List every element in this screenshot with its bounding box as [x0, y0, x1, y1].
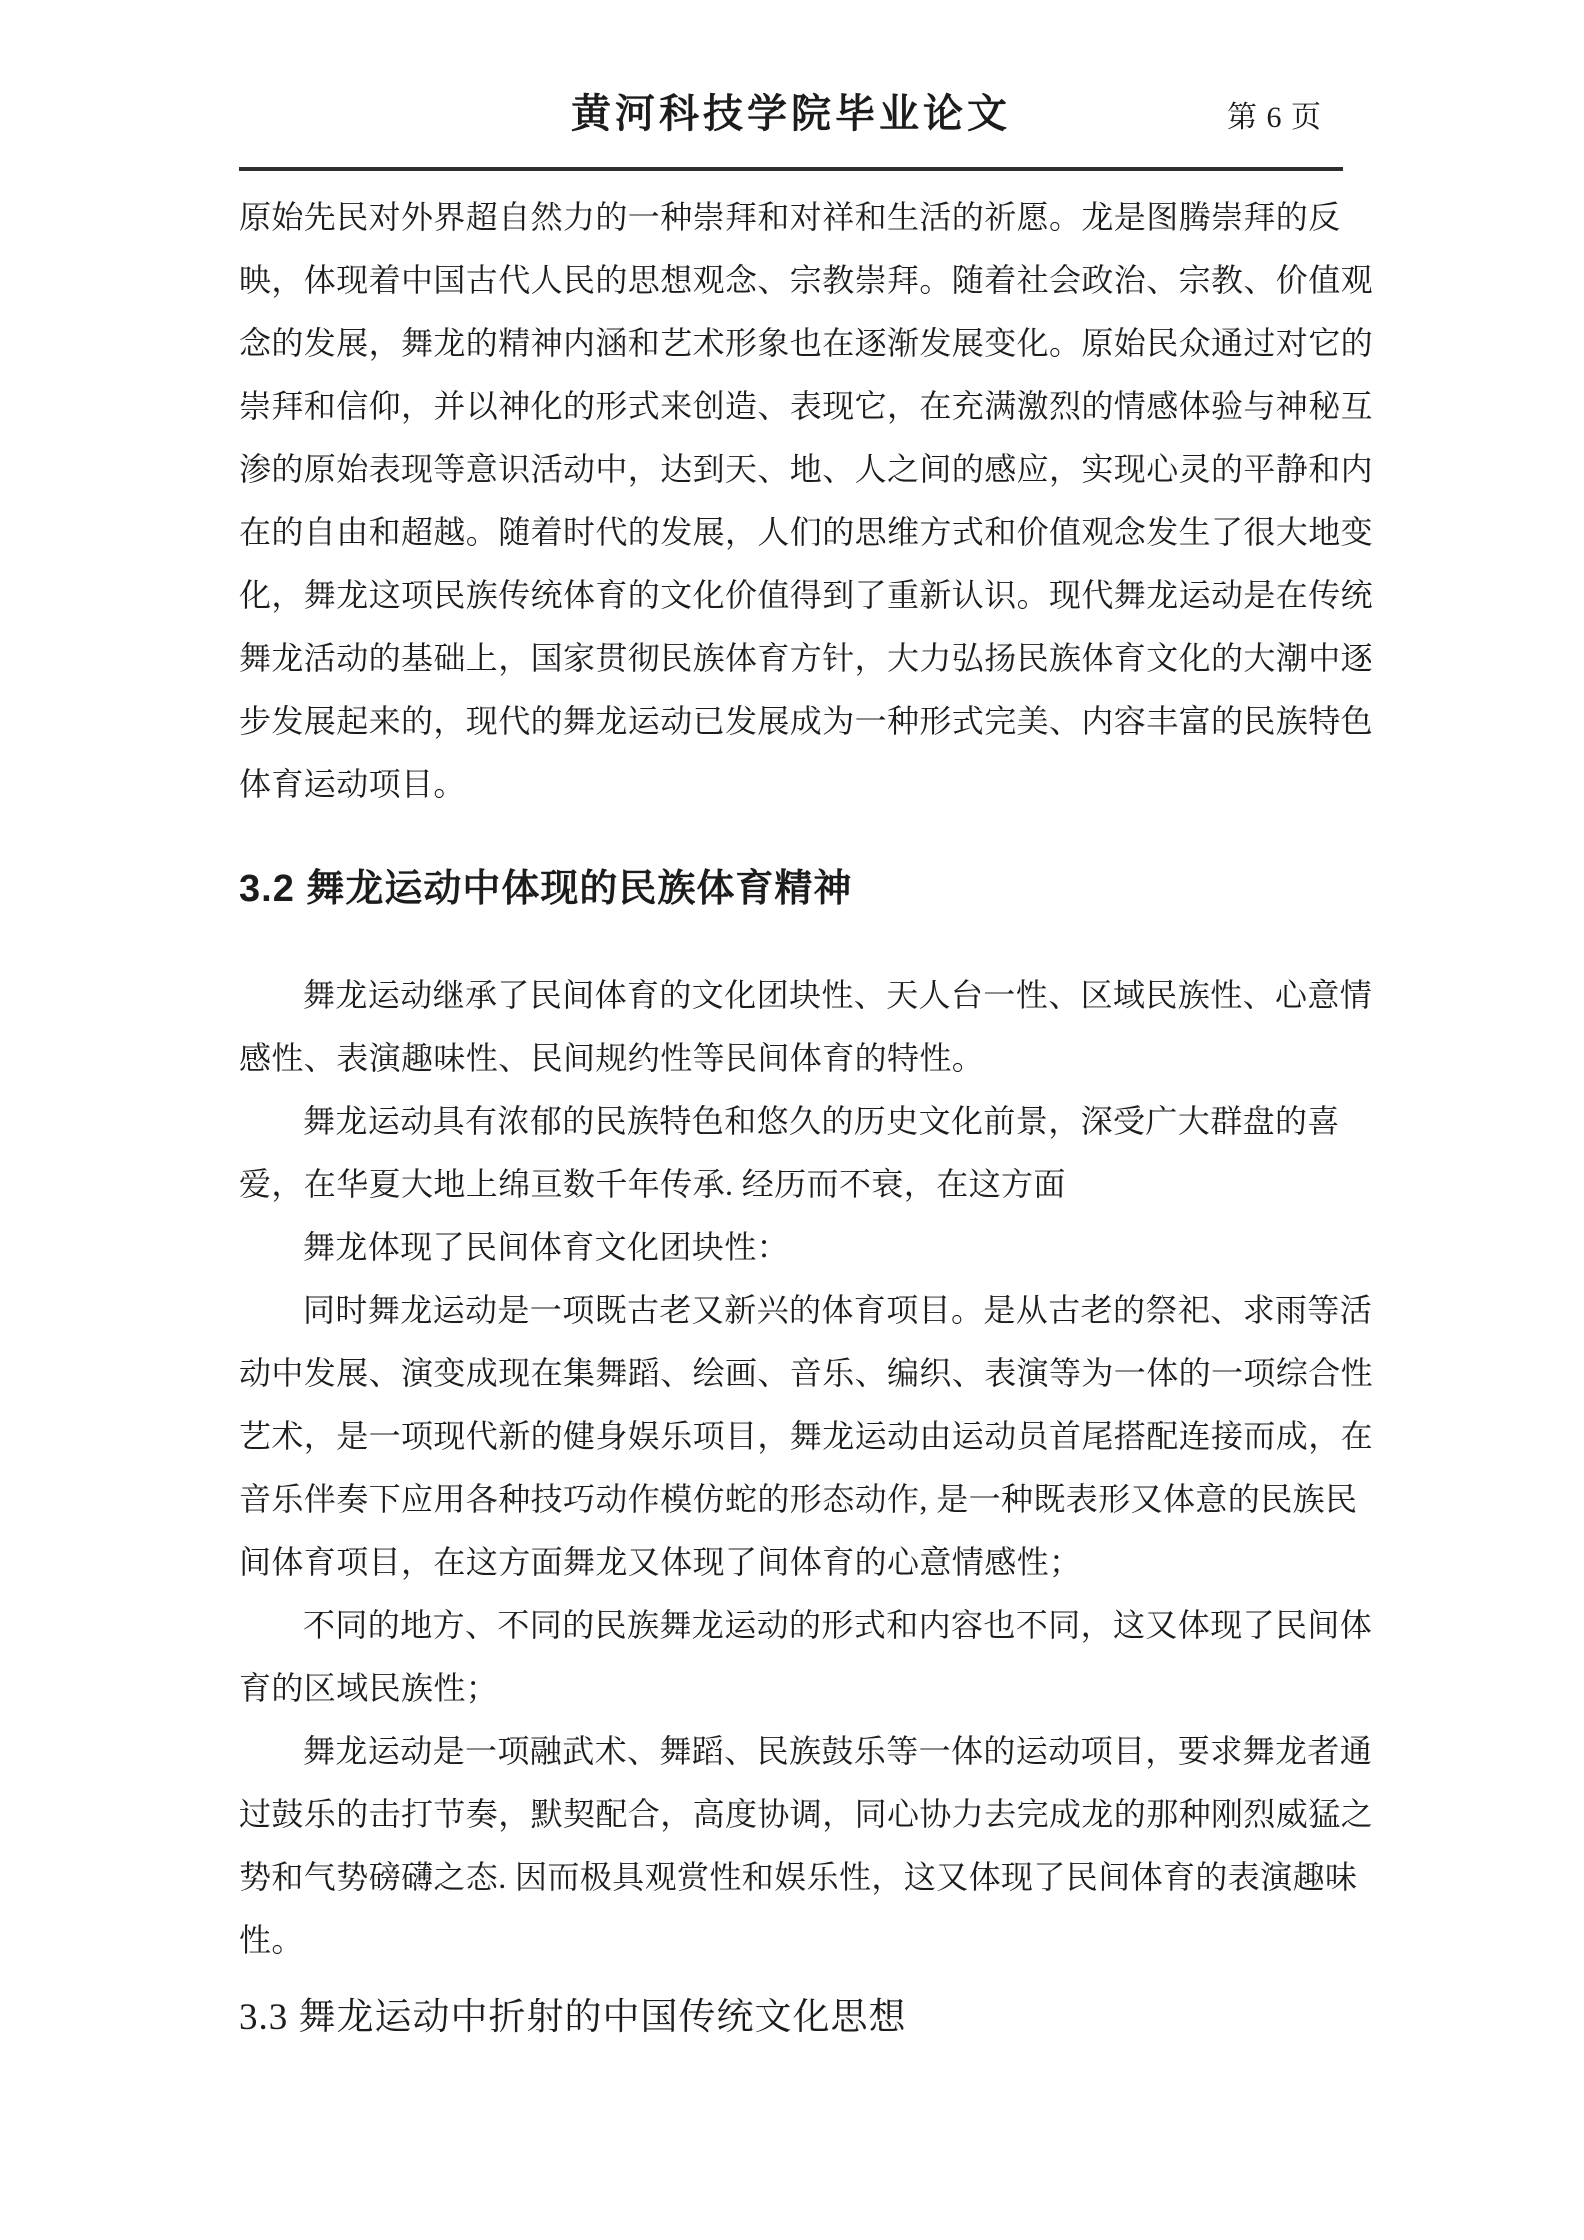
paragraph-line: 步发展起来的，现代的舞龙运动已发展成为一种形式完美、内容丰富的民族特色 — [239, 703, 1374, 739]
paragraph-line: 化，舞龙这项民族传统体育的文化价值得到了重新认识。现代舞龙运动是在传统 — [239, 577, 1374, 613]
paragraph-line: 舞龙体现了民间体育文化团块性： — [303, 1229, 790, 1265]
paragraph-line: 舞龙运动继承了民间体育的文化团块性、天人台一性、区域民族性、心意情 — [303, 977, 1373, 1013]
paragraph-line: 爱，在华夏大地上绵亘数千年传承. 经历而不衰，在这方面 — [239, 1166, 1066, 1202]
paragraph — [239, 1594, 1373, 1720]
paragraph-line: 舞龙运动是一项融武术、舞蹈、民族鼓乐等一体的运动项目，要求舞龙者通 — [303, 1733, 1373, 1769]
paragraph-line: 不同的地方、不同的民族舞龙运动的形式和内容也不同，这又体现了民间体 — [303, 1607, 1373, 1643]
paragraph-line: 育的区域民族性； — [239, 1670, 499, 1706]
paragraph-line: 音乐伴奏下应用各种技巧动作模仿蛇的形态动作, 是一种既表形又体意的民族民 — [239, 1481, 1358, 1517]
header-rule — [239, 167, 1343, 171]
paragraph-continued-from-previous-page — [239, 186, 1374, 816]
paragraph — [239, 1216, 1343, 1279]
paragraph-line: 过鼓乐的击打节奏，默契配合，高度协调，同心协力去完成龙的那种刚烈威猛之 — [239, 1796, 1374, 1832]
paragraph — [239, 1279, 1374, 1594]
paragraph-line: 间体育项目，在这方面舞龙又体现了间体育的心意情感性； — [239, 1544, 1082, 1580]
paragraph — [239, 1720, 1374, 1972]
paragraph-line: 舞龙活动的基础上，国家贯彻民族体育方针，大力弘扬民族体育文化的大潮中逐 — [239, 640, 1374, 676]
section-heading-3-3: 3.3 舞龙运动中折射的中国传统文化思想 — [239, 1997, 907, 2038]
paragraph-line: 势和气势磅礴之态. 因而极具观赏性和娱乐性，这又体现了民间体育的表演趣味 — [239, 1859, 1358, 1895]
paragraph-line: 在的自由和超越。随着时代的发展，人们的思维方式和价值观念发生了很大地变 — [239, 514, 1374, 550]
paragraph-line: 原始先民对外界超自然力的一种崇拜和对祥和生活的祈愿。龙是图腾崇拜的反 — [239, 199, 1341, 235]
paragraph — [239, 1090, 1343, 1216]
paragraph — [239, 964, 1373, 1090]
paragraph-line: 崇拜和信仰，并以神化的形式来创造、表现它，在充满激烈的情感体验与神秘互 — [239, 388, 1374, 424]
paragraph-line: 念的发展，舞龙的精神内涵和艺术形象也在逐渐发展变化。原始民众通过对它的 — [239, 325, 1374, 361]
page-number: 第 6 页 — [1227, 101, 1322, 134]
paragraph-line: 动中发展、演变成现在集舞蹈、绘画、音乐、编织、表演等为一体的一项综合性 — [239, 1355, 1374, 1391]
paragraph-line: 感性、表演趣味性、民间规约性等民间体育的特性。 — [239, 1040, 985, 1076]
paragraph-line: 舞龙运动具有浓郁的民族特色和悠久的历史文化前景，深受广大群盘的喜 — [303, 1103, 1340, 1139]
paragraph-line: 艺术，是一项现代新的健身娱乐项目，舞龙运动由运动员首尾搭配连接而成，在 — [239, 1418, 1374, 1454]
thesis-header-title: 黄河科技学院毕业论文 — [571, 91, 1011, 136]
paragraph-line: 渗的原始表现等意识活动中，达到天、地、人之间的感应，实现心灵的平静和内 — [239, 451, 1374, 487]
paragraph-line: 性。 — [239, 1922, 304, 1958]
thesis-body — [239, 186, 1374, 2049]
paragraph-line: 映，体现着中国古代人民的思想观念、宗教崇拜。随着社会政治、宗教、价值观 — [239, 262, 1374, 298]
section-heading-3-2: 3.2 舞龙运动中体现的民族体育精神 — [239, 868, 853, 910]
paragraph-line: 同时舞龙运动是一项既古老又新兴的体育项目。是从古老的祭祀、求雨等活 — [303, 1292, 1373, 1328]
paragraph-line: 体育运动项目。 — [239, 766, 466, 802]
